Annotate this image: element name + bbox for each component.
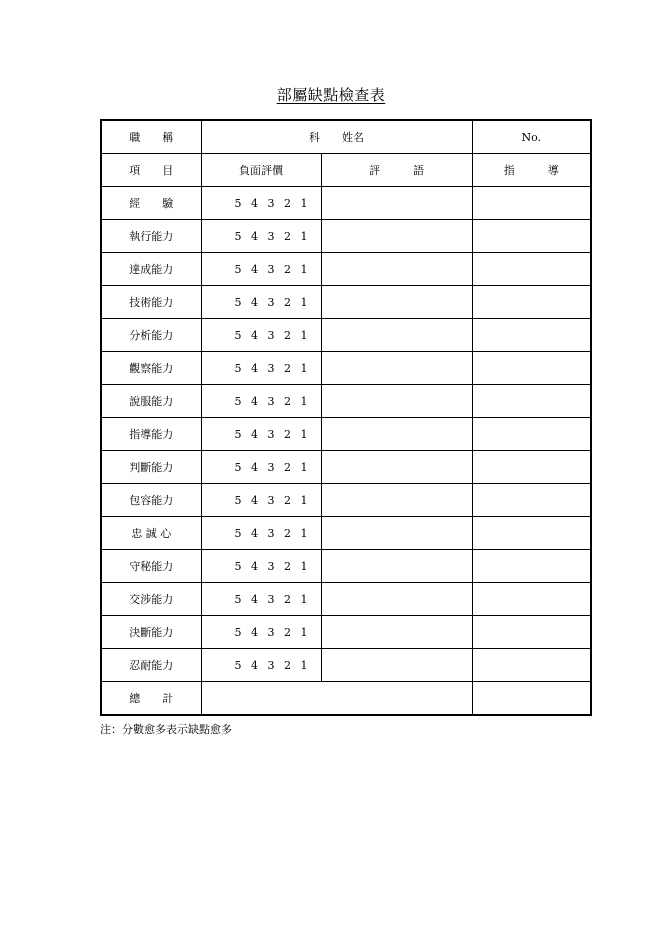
total-label: 總 計 — [101, 682, 201, 716]
guidance-cell[interactable] — [472, 451, 591, 484]
guidance-cell[interactable] — [472, 286, 591, 319]
guidance-cell[interactable] — [472, 517, 591, 550]
table-row — [101, 550, 591, 583]
table-row — [101, 352, 591, 385]
item-label: 分析能力 — [101, 319, 201, 352]
guidance-cell[interactable] — [472, 187, 591, 220]
comment-cell[interactable] — [321, 550, 472, 583]
comment-cell[interactable] — [321, 319, 472, 352]
item-label: 經 驗 — [101, 187, 201, 220]
score-options[interactable]: 5 4 3 2 1 — [201, 616, 321, 649]
table-row — [101, 616, 591, 649]
table-row — [101, 220, 591, 253]
item-label: 包容能力 — [101, 484, 201, 517]
score-options[interactable]: 5 4 3 2 1 — [201, 253, 321, 286]
comment-cell[interactable] — [321, 583, 472, 616]
item-label: 忠 誠 心 — [101, 517, 201, 550]
score-options[interactable]: 5 4 3 2 1 — [201, 451, 321, 484]
item-label: 執行能力 — [101, 220, 201, 253]
item-label: 技術能力 — [101, 286, 201, 319]
table-row — [101, 286, 591, 319]
score-options[interactable]: 5 4 3 2 1 — [201, 385, 321, 418]
item-label: 忍耐能力 — [101, 649, 201, 682]
score-options[interactable]: 5 4 3 2 1 — [201, 517, 321, 550]
item-label: 指導能力 — [101, 418, 201, 451]
job-title-label: 職 稱 — [101, 120, 201, 154]
comment-cell[interactable] — [321, 418, 472, 451]
guidance-cell[interactable] — [472, 253, 591, 286]
footnote: 注：分數愈多表示缺點愈多 — [100, 723, 232, 736]
score-options[interactable]: 5 4 3 2 1 — [201, 550, 321, 583]
table-row — [101, 385, 591, 418]
item-label: 守秘能力 — [101, 550, 201, 583]
comment-cell[interactable] — [321, 187, 472, 220]
score-options[interactable]: 5 4 3 2 1 — [201, 319, 321, 352]
score-options[interactable]: 5 4 3 2 1 — [201, 484, 321, 517]
guidance-cell[interactable] — [472, 616, 591, 649]
form-title: 部屬缺點檢查表 — [276, 86, 386, 104]
score-column-header: 負面評價 — [201, 154, 321, 187]
guidance-cell[interactable] — [472, 484, 591, 517]
table-row — [101, 517, 591, 550]
comment-cell[interactable] — [321, 649, 472, 682]
comment-cell[interactable] — [321, 220, 472, 253]
table-row — [101, 187, 591, 220]
comment-cell[interactable] — [321, 385, 472, 418]
score-options[interactable]: 5 4 3 2 1 — [201, 286, 321, 319]
score-options[interactable]: 5 4 3 2 1 — [201, 187, 321, 220]
guidance-cell[interactable] — [472, 385, 591, 418]
table-row — [101, 649, 591, 682]
table-row — [101, 484, 591, 517]
item-label: 觀察能力 — [101, 352, 201, 385]
number-field[interactable]: No. — [472, 120, 591, 154]
guidance-cell[interactable] — [472, 352, 591, 385]
score-options[interactable]: 5 4 3 2 1 — [201, 649, 321, 682]
table-row — [101, 583, 591, 616]
comment-cell[interactable] — [321, 253, 472, 286]
guidance-cell[interactable] — [472, 319, 591, 352]
header-row-2 — [101, 154, 591, 187]
defect-check-table — [100, 119, 592, 716]
total-score-cell[interactable] — [201, 682, 472, 716]
table-row — [101, 319, 591, 352]
total-guidance-cell[interactable] — [472, 682, 591, 716]
table-row — [101, 418, 591, 451]
item-label: 達成能力 — [101, 253, 201, 286]
guidance-cell[interactable] — [472, 418, 591, 451]
comment-cell[interactable] — [321, 484, 472, 517]
dept-name-field[interactable]: 科 姓名 — [201, 120, 472, 154]
score-options[interactable]: 5 4 3 2 1 — [201, 352, 321, 385]
table-row — [101, 451, 591, 484]
item-label: 交涉能力 — [101, 583, 201, 616]
item-label: 決斷能力 — [101, 616, 201, 649]
item-label: 說服能力 — [101, 385, 201, 418]
table-row — [101, 253, 591, 286]
total-row — [101, 682, 591, 716]
item-label: 判斷能力 — [101, 451, 201, 484]
header-row-1 — [101, 120, 591, 154]
guidance-cell[interactable] — [472, 649, 591, 682]
score-options[interactable]: 5 4 3 2 1 — [201, 583, 321, 616]
comment-cell[interactable] — [321, 286, 472, 319]
comment-cell[interactable] — [321, 352, 472, 385]
comment-cell[interactable] — [321, 616, 472, 649]
score-options[interactable]: 5 4 3 2 1 — [201, 418, 321, 451]
score-options[interactable]: 5 4 3 2 1 — [201, 220, 321, 253]
item-column-header: 項 目 — [101, 154, 201, 187]
comment-cell[interactable] — [321, 517, 472, 550]
guidance-column-header: 指 導 — [472, 154, 591, 187]
comment-column-header: 評 語 — [321, 154, 472, 187]
comment-cell[interactable] — [321, 451, 472, 484]
guidance-cell[interactable] — [472, 583, 591, 616]
guidance-cell[interactable] — [472, 220, 591, 253]
guidance-cell[interactable] — [472, 550, 591, 583]
